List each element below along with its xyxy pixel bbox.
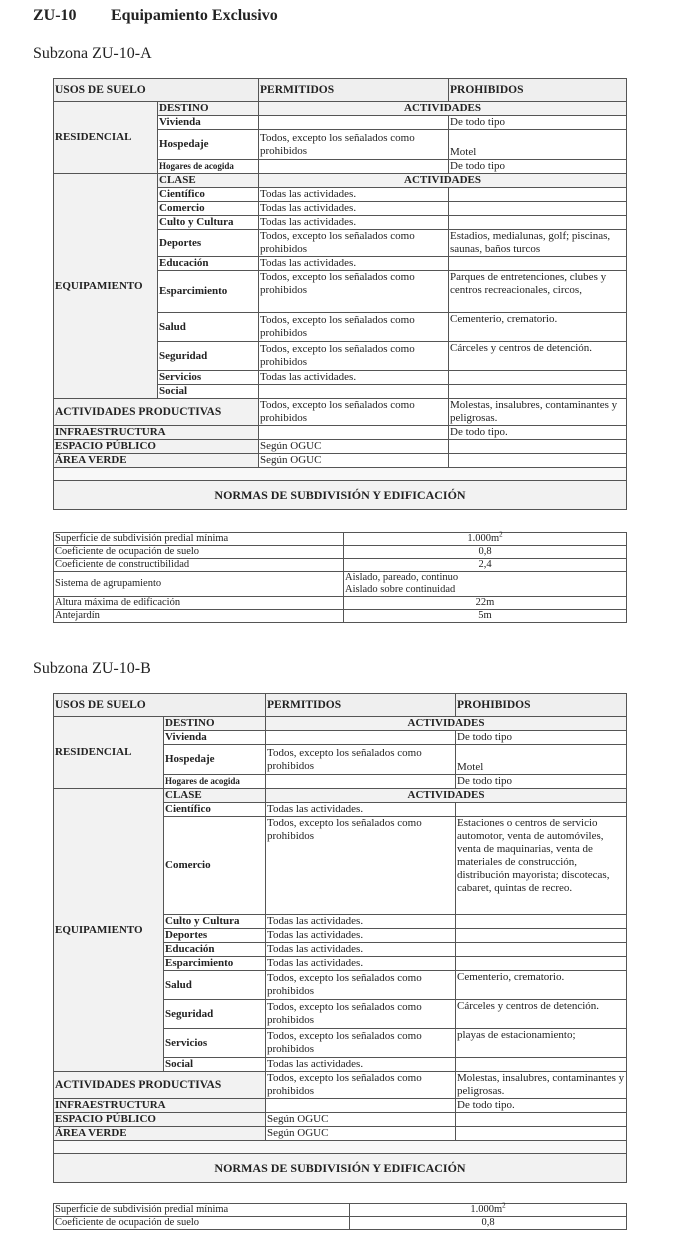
row-prohibidos: Estadios, medialunas, golf; piscinas, saunas, baños turcos: [449, 230, 627, 257]
subheader-destino: DESTINO: [158, 102, 259, 116]
table-row: [54, 1099, 627, 1113]
row-name: Esparcimiento: [158, 271, 259, 313]
subheader-actividades: ACTIVIDADES: [259, 102, 627, 116]
header-row: [54, 694, 627, 717]
table-row: [54, 454, 627, 468]
row-permitidos: [266, 731, 456, 745]
row-prohibidos: Motel: [449, 130, 627, 160]
row-name: Hogares de acogida: [164, 775, 266, 789]
row-name: INFRAESTRUCTURA: [54, 426, 259, 440]
row-permitidos: Todos, excepto los señalados como prohibidos: [259, 313, 449, 342]
table-row: [54, 426, 627, 440]
normas-row: [54, 533, 627, 546]
subheader-clase: CLASE: [164, 789, 266, 803]
row-name: Culto y Cultura: [164, 915, 266, 929]
row-name: Culto y Cultura: [158, 216, 259, 230]
normas-value: 0,8: [350, 1217, 627, 1230]
row-name: Esparcimiento: [164, 957, 266, 971]
row-name: Servicios: [164, 1029, 266, 1058]
row-permitidos: Todos, excepto los señalados como prohibidos: [266, 1072, 456, 1099]
normas-row: [54, 1217, 627, 1230]
normas-row: [54, 1204, 627, 1217]
row-prohibidos: [456, 957, 627, 971]
row-permitidos: [259, 426, 449, 440]
header-usos: USOS DE SUELO: [54, 694, 266, 717]
row-name: Social: [164, 1058, 266, 1072]
normas-value: 5m: [344, 610, 627, 623]
row-name: Comercio: [164, 817, 266, 915]
table-row: [54, 1113, 627, 1127]
row-permitidos: [259, 160, 449, 174]
row-prohibidos: Cárceles y centros de detención.: [456, 1000, 627, 1029]
row-name: ÁREA VERDE: [54, 1127, 266, 1141]
normas-value: $1.000m^2$: [344, 533, 627, 546]
normas-label: Coeficiente de ocupación de suelo: [54, 1217, 350, 1230]
row-name: Comercio: [158, 202, 259, 216]
header-usos: USOS DE SUELO: [54, 79, 259, 102]
row-prohibidos: [449, 440, 627, 454]
normas-row: [54, 546, 627, 559]
row-name: Educación: [164, 943, 266, 957]
row-permitidos: Todos, excepto los señalados como prohibidos: [259, 130, 449, 160]
row-permitidos: Todas las actividades.: [259, 257, 449, 271]
row-name: Vivienda: [164, 731, 266, 745]
subzone-b-heading: Subzona ZU-10-B: [33, 660, 151, 677]
row-prohibidos: [449, 202, 627, 216]
row-prohibidos: De todo tipo: [449, 116, 627, 130]
table-row: [54, 1072, 627, 1099]
subheader-actividades: ACTIVIDADES: [259, 174, 627, 188]
row-name: Científico: [164, 803, 266, 817]
row-permitidos: Todas las actividades.: [259, 188, 449, 202]
normas-label: Coeficiente de ocupación de suelo: [54, 546, 344, 559]
row-permitidos: [259, 385, 449, 399]
normas-label: Coeficiente de constructibilidad: [54, 559, 344, 572]
header-permitidos: PERMITIDOS: [259, 79, 449, 102]
normas-title: NORMAS DE SUBDIVISIÓN Y EDIFICACIÓN: [54, 481, 627, 510]
row-name: ÁREA VERDE: [54, 454, 259, 468]
header-permitidos: PERMITIDOS: [266, 694, 456, 717]
row-permitidos: Todos, excepto los señalados como prohibidos: [266, 971, 456, 1000]
subheader-clase: CLASE: [158, 174, 259, 188]
row-name: ACTIVIDADES PRODUCTIVAS: [54, 1072, 266, 1099]
normas-row: [54, 559, 627, 572]
normas-value: $1.000m^2$: [350, 1204, 627, 1217]
row-prohibidos: Cárceles y centros de detención.: [449, 342, 627, 371]
row-permitidos: Todas las actividades.: [259, 371, 449, 385]
category-equipamiento: EQUIPAMIENTO: [54, 174, 158, 399]
row-prohibidos: De todo tipo: [456, 731, 627, 745]
row-permitidos: Según OGUC: [259, 454, 449, 468]
row-prohibidos: [449, 257, 627, 271]
row-prohibidos: De todo tipo: [449, 160, 627, 174]
row-permitidos: Todas las actividades.: [259, 202, 449, 216]
row-name: Servicios: [158, 371, 259, 385]
row-prohibidos: [456, 943, 627, 957]
normas-value: Aislado, pareado, continuo Aislado sobre continuidad: [344, 572, 627, 597]
row-name: Vivienda: [158, 116, 259, 130]
normas-title-row: [54, 1154, 627, 1183]
normas-value: 0,8: [344, 546, 627, 559]
normas-value: 22m: [344, 597, 627, 610]
table-row: [54, 399, 627, 426]
row-prohibidos: Molestas, insalubres, contaminantes y peligrosas.: [456, 1072, 627, 1099]
row-permitidos: Todos, excepto los señalados como prohibidos: [266, 745, 456, 775]
row-prohibidos: [456, 915, 627, 929]
normas-label: Antejardín: [54, 610, 344, 623]
row-name: Hospedaje: [158, 130, 259, 160]
row-permitidos: Según OGUC: [259, 440, 449, 454]
document-title: [33, 7, 278, 25]
row-name: Salud: [164, 971, 266, 1000]
row-permitidos: Todas las actividades.: [259, 216, 449, 230]
normas-row: [54, 610, 627, 623]
row-prohibidos: [449, 371, 627, 385]
row-prohibidos: De todo tipo.: [449, 426, 627, 440]
row-permitidos: Todos, excepto los señalados como prohibidos: [259, 271, 449, 313]
normas-label: Altura máxima de edificación: [54, 597, 344, 610]
spacer-row: [54, 468, 627, 481]
row-name: Hospedaje: [164, 745, 266, 775]
row-prohibidos: Estaciones o centros de servicio automotor, venta de automóviles, venta de maquinarias, venta de materiales de construcción, distribución mayorista; discotecas, cabaret, quintas de recreo.: [456, 817, 627, 915]
table-row: [54, 1127, 627, 1141]
row-prohibidos: Cementerio, crematorio.: [456, 971, 627, 1000]
normas-row: [54, 572, 627, 597]
row-prohibidos: [456, 1058, 627, 1072]
row-prohibidos: [456, 803, 627, 817]
row-prohibidos: playas de estacionamiento;: [456, 1029, 627, 1058]
normas-title: NORMAS DE SUBDIVISIÓN Y EDIFICACIÓN: [54, 1154, 627, 1183]
row-permitidos: Todos, excepto los señalados como prohibidos: [259, 230, 449, 257]
category-residencial: RESIDENCIAL: [54, 717, 164, 789]
normas-title-row: [54, 481, 627, 510]
row-prohibidos: Cementerio, crematorio.: [449, 313, 627, 342]
normas-label: Superficie de subdivisión predial mínima: [54, 533, 344, 546]
row-name: Deportes: [164, 929, 266, 943]
row-permitidos: Todas las actividades.: [266, 943, 456, 957]
zone-name: Equipamiento Exclusivo: [111, 7, 278, 24]
row-name: ESPACIO PÚBLICO: [54, 440, 259, 454]
row-name: Científico: [158, 188, 259, 202]
row-name: ACTIVIDADES PRODUCTIVAS: [54, 399, 259, 426]
row-permitidos: [259, 116, 449, 130]
category-equipamiento: EQUIPAMIENTO: [54, 789, 164, 1072]
row-name: Seguridad: [158, 342, 259, 371]
row-permitidos: Todas las actividades.: [266, 1058, 456, 1072]
row-prohibidos: [449, 385, 627, 399]
row-permitidos: [266, 1099, 456, 1113]
row-prohibidos: [449, 216, 627, 230]
subzone-a-normas-table: [53, 532, 627, 623]
table-row: [54, 440, 627, 454]
row-prohibidos: De todo tipo: [456, 775, 627, 789]
row-permitidos: Todos, excepto los señalados como prohibidos: [266, 1029, 456, 1058]
header-prohibidos: PROHIBIDOS: [449, 79, 627, 102]
row-name: Hogares de acogida: [158, 160, 259, 174]
row-name: Salud: [158, 313, 259, 342]
spacer-row: [54, 1141, 627, 1154]
row-name: INFRAESTRUCTURA: [54, 1099, 266, 1113]
row-name: Social: [158, 385, 259, 399]
row-prohibidos: De todo tipo.: [456, 1099, 627, 1113]
row-permitidos: Todas las actividades.: [266, 915, 456, 929]
row-prohibidos: Parques de entretenciones, clubes y centros recreacionales, circos,: [449, 271, 627, 313]
row-name: ESPACIO PÚBLICO: [54, 1113, 266, 1127]
row-permitidos: Todos, excepto los señalados como prohibidos: [259, 399, 449, 426]
subzone-a-usos-table: [53, 78, 627, 510]
subheader-actividades: ACTIVIDADES: [266, 717, 627, 731]
header-row: [54, 79, 627, 102]
row-permitidos: Todos, excepto los señalados como prohibidos: [259, 342, 449, 371]
row-prohibidos: Molestas, insalubres, contaminantes y peligrosas.: [449, 399, 627, 426]
row-permitidos: Según OGUC: [266, 1127, 456, 1141]
normas-value: 2,4: [344, 559, 627, 572]
row-prohibidos: [449, 188, 627, 202]
header-prohibidos: PROHIBIDOS: [456, 694, 627, 717]
row-prohibidos: Motel: [456, 745, 627, 775]
subzone-a-heading: Subzona ZU-10-A: [33, 45, 152, 62]
subzone-b-normas-table: [53, 1203, 627, 1230]
row-name: Educación: [158, 257, 259, 271]
row-permitidos: [266, 775, 456, 789]
normas-label: Superficie de subdivisión predial mínima: [54, 1204, 350, 1217]
row-permitidos: Todas las actividades.: [266, 803, 456, 817]
row-prohibidos: [456, 929, 627, 943]
row-permitidos: Todos, excepto los señalados como prohibidos: [266, 1000, 456, 1029]
row-prohibidos: [456, 1127, 627, 1141]
normas-label: Sistema de agrupamiento: [54, 572, 344, 597]
subheader-destino: DESTINO: [164, 717, 266, 731]
row-name: Seguridad: [164, 1000, 266, 1029]
normas-row: [54, 597, 627, 610]
row-permitidos: Todas las actividades.: [266, 957, 456, 971]
row-prohibidos: [456, 1113, 627, 1127]
row-permitidos: Todos, excepto los señalados como prohibidos: [266, 817, 456, 915]
row-name: Deportes: [158, 230, 259, 257]
row-prohibidos: [449, 454, 627, 468]
category-residencial: RESIDENCIAL: [54, 102, 158, 174]
subheader-actividades: ACTIVIDADES: [266, 789, 627, 803]
subzone-b-usos-table: [53, 693, 627, 1183]
row-permitidos: Según OGUC: [266, 1113, 456, 1127]
row-permitidos: Todas las actividades.: [266, 929, 456, 943]
zone-code: ZU-10: [33, 7, 77, 24]
